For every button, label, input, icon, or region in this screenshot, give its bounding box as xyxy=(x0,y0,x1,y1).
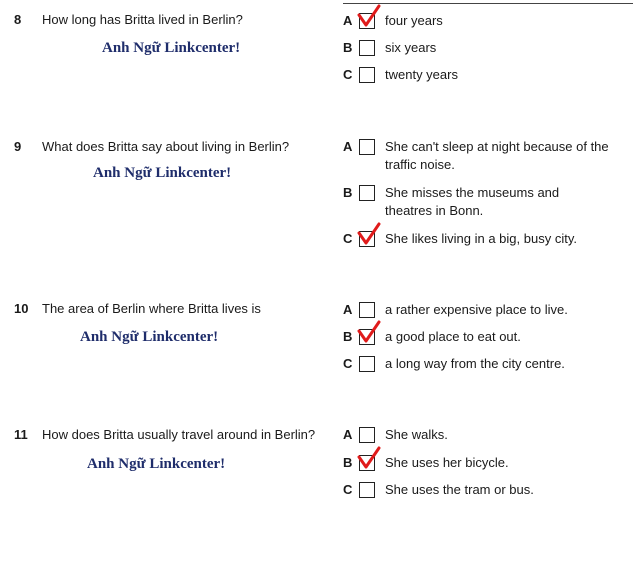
question-text: The area of Berlin where Britta lives is xyxy=(42,301,261,316)
answer-checkbox[interactable] xyxy=(359,482,375,498)
option-text: six years xyxy=(385,40,437,55)
option-text: She uses her bicycle. xyxy=(385,455,509,470)
option-letter: C xyxy=(343,356,353,371)
red-check-icon xyxy=(356,446,382,472)
question-text: How does Britta usually travel around in Berlin? xyxy=(42,427,316,442)
option-text: She misses the museums and theatres in Bonn. xyxy=(385,185,560,218)
option-text: a long way from the city centre. xyxy=(385,356,565,371)
answer-checkbox[interactable] xyxy=(359,67,375,83)
option-letter: A xyxy=(343,139,353,154)
option-letter: B xyxy=(343,329,353,344)
answer-checkbox[interactable] xyxy=(359,139,375,155)
question-number: 8 xyxy=(14,12,22,27)
option-text: She can't sleep at night because of the traffic noise. xyxy=(385,139,609,172)
watermark-text: Anh Ngữ Linkcenter! xyxy=(93,165,232,181)
watermark-text: Anh Ngữ Linkcenter! xyxy=(87,456,226,472)
answer-checkbox[interactable] xyxy=(359,40,375,56)
red-check-icon xyxy=(356,4,382,30)
option-text: a rather expensive place to live. xyxy=(385,302,568,317)
red-check-icon xyxy=(356,320,382,346)
option-text: twenty years xyxy=(385,67,458,82)
answer-checkbox[interactable] xyxy=(359,302,375,318)
option-text: She walks. xyxy=(385,427,448,442)
option-letter: C xyxy=(343,482,353,497)
option-letter: B xyxy=(343,40,353,55)
option-letter: C xyxy=(343,231,353,246)
watermark-text: Anh Ngữ Linkcenter! xyxy=(102,40,241,56)
top-rule xyxy=(343,3,633,4)
option-letter: B xyxy=(343,455,353,470)
answer-checkbox[interactable] xyxy=(359,427,375,443)
question-number: 9 xyxy=(14,139,22,154)
option-letter: A xyxy=(343,427,353,442)
question-number: 11 xyxy=(14,427,28,442)
option-letter: A xyxy=(343,302,353,317)
option-text: four years xyxy=(385,13,443,28)
question-text: What does Britta say about living in Berlin? xyxy=(42,139,290,154)
question-text: How long has Britta lived in Berlin? xyxy=(42,12,243,27)
option-letter: A xyxy=(343,13,353,28)
option-text: She likes living in a big, busy city. xyxy=(385,231,577,246)
watermark-text: Anh Ngữ Linkcenter! xyxy=(80,329,219,345)
question-number: 10 xyxy=(14,301,29,316)
answer-checkbox[interactable] xyxy=(359,356,375,372)
option-text: She uses the tram or bus. xyxy=(385,482,534,497)
answer-checkbox[interactable] xyxy=(359,185,375,201)
red-check-icon xyxy=(356,222,382,248)
option-letter: C xyxy=(343,67,353,82)
option-text: a good place to eat out. xyxy=(385,329,521,344)
option-letter: B xyxy=(343,185,353,200)
